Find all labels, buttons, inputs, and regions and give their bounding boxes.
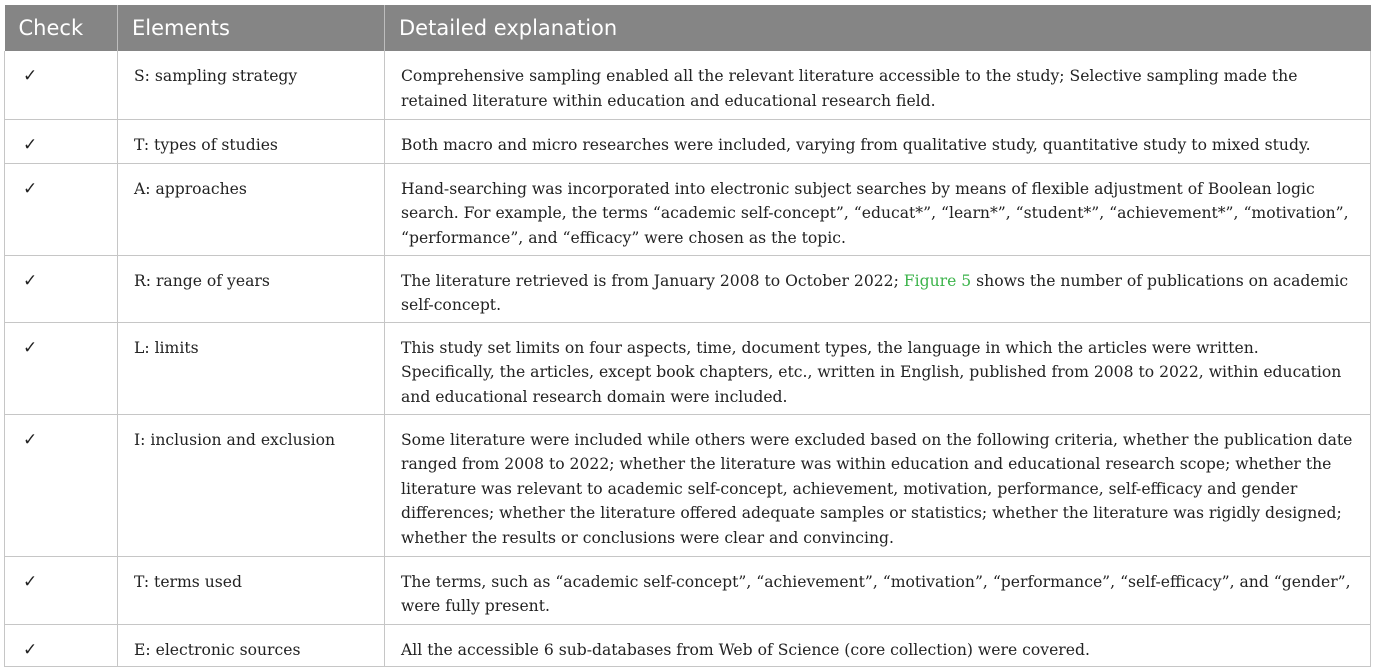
- check-mark: ✓: [5, 163, 118, 255]
- table-row: [5, 163, 1371, 255]
- table-row: [5, 624, 1371, 666]
- explanation-cell: [385, 255, 1371, 322]
- header-explanation: Detailed explanation: [385, 5, 1371, 51]
- check-mark: ✓: [5, 255, 118, 322]
- explanation-cell: Some literature were included while others were excluded based on the following criteria, whether the publication date ranged from 2008 to 2022; whether the literature was within education and educational research scope; whether the literature was relevant to academic self-concept, achievement, motivation, performance, self-efficacy and gender differences; whether the literature offered adequate samples or statistics; whether the literature was rigidly designed; whether the results or conclusions were clear and convincing.: [385, 414, 1371, 556]
- table-row: [5, 414, 1371, 556]
- check-mark: ✓: [5, 556, 118, 624]
- table-row: [5, 51, 1371, 119]
- header-check: Check: [5, 5, 118, 51]
- explanation-cell: All the accessible 6 sub-databases from Web of Science (core collection) were covered.: [385, 624, 1371, 666]
- check-mark: ✓: [5, 414, 118, 556]
- search-strategy-table: [4, 5, 1371, 667]
- check-mark: ✓: [5, 322, 118, 414]
- element-cell: A: approaches: [118, 163, 385, 255]
- element-cell: E: electronic sources: [118, 624, 385, 666]
- explanation-cell: The terms, such as “academic self-concept”, “achievement”, “motivation”, “performance”, “self-efficacy”, and “gender”, were fully present.: [385, 556, 1371, 624]
- element-cell: T: terms used: [118, 556, 385, 624]
- element-cell: T: types of studies: [118, 119, 385, 163]
- check-mark: ✓: [5, 51, 118, 119]
- table-row: [5, 255, 1371, 322]
- table-header-row: [5, 5, 1371, 51]
- table-row: [5, 119, 1371, 163]
- header-elements: Elements: [118, 5, 385, 51]
- check-mark: ✓: [5, 624, 118, 666]
- table-row: [5, 322, 1371, 414]
- element-cell: R: range of years: [118, 255, 385, 322]
- element-cell: L: limits: [118, 322, 385, 414]
- explanation-cell: This study set limits on four aspects, time, document types, the language in which the articles were written. Specifically, the articles, except book chapters, etc., written in English, published from 2008 to 2022, within education and educational research domain were included.: [385, 322, 1371, 414]
- explanation-text: The literature retrieved is from January 2008 to October 2022;: [401, 271, 904, 290]
- explanation-cell: Both macro and micro researches were included, varying from qualitative study, quantitative study to mixed study.: [385, 119, 1371, 163]
- figure-5-link[interactable]: Figure 5: [903, 271, 972, 290]
- explanation-cell: Comprehensive sampling enabled all the relevant literature accessible to the study; Selective sampling made the retained literature within education and educational research field.: [385, 51, 1371, 119]
- check-mark: ✓: [5, 119, 118, 163]
- explanation-cell: Hand-searching was incorporated into electronic subject searches by means of flexible adjustment of Boolean logic search. For example, the terms “academic self-concept”, “educat*”, “learn*”, “student*”, “achievement*”, “motivation”, “performance”, and “efficacy” were chosen as the topic.: [385, 163, 1371, 255]
- table-row: [5, 556, 1371, 624]
- element-cell: S: sampling strategy: [118, 51, 385, 119]
- element-cell: I: inclusion and exclusion: [118, 414, 385, 556]
- explanation-text: shows the number of publications on academic self-concept.: [401, 271, 1349, 315]
